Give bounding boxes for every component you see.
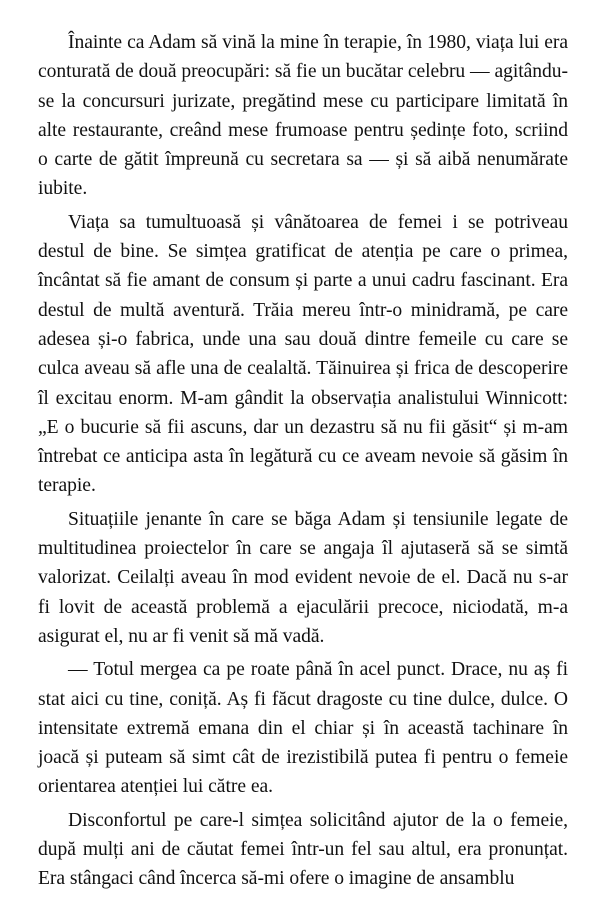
paragraph-1: Înainte ca Adam să vină la mine în terapie, în 1980, viața lui era conturată de două preocupări: să fie un bucătar celebru — agitându-se la concursuri jurizate, pregătind mese cu participare limitată în alte restaurante, creând mese frumoase pentru ședințe foto, scriind o carte de gătit împreună cu secretara sa — și să aibă nenumărate iubite. bbox=[38, 32, 568, 200]
book-page bbox=[38, 28, 568, 898]
paragraph-3: Situațiile jenante în care se băga Adam și tensiunile legate de multitudinea proiectelor în care se angaja îl ajutaseră să se simtă valorizat. Ceilalți aveau în mod evident nevoie de el. Dacă nu s-ar fi lovit de această problemă a ejaculării precoce, niciodată, m-a asigurat el, nu ar fi venit să mă vadă. bbox=[38, 508, 568, 647]
paragraph-4: — Totul mergea ca pe roate până în acel punct. Drace, nu aș fi stat aici cu tine, coniță. Aș fi făcut dragoste cu tine dulce, dulce. O intensitate extremă emana din el chiar și în această tachinare în joacă și puteam să simt cât de irezistibilă putea fi pentru o femeie orientarea atenției lui către ea. bbox=[38, 659, 568, 798]
paragraph-5: Disconfortul pe care-l simțea solicitând ajutor de la o femeie, după mulți ani de căutat femei într-un fel sau altul, era pronunțat. Era stângaci când încerca să-mi ofere o imagine de ansamblu bbox=[38, 809, 568, 890]
paragraph-2: Viața sa tumultuoasă și vânătoarea de femei i se potriveau destul de bine. Se simțea gratificat de atenția pe care o primea, încântat să fie amant de consum și parte a unui cadru fascinant. Era destul de multă aventură. Trăia mereu într-o minidramă, pe care adesea și-o fabrica, unde una sau două dintre femeile cu care se culca aveau să afle una de cealaltă. Tăinuirea și frica de descoperire îl excitau enorm. M-am gândit la observația analistului Winnicott: „E o bucurie să fii ascuns, dar un dezastru să nu fii găsit“ și m-am întrebat ce anticipa asta în legătură cu ce aveam nevoie să găsim în terapie. bbox=[38, 211, 568, 497]
